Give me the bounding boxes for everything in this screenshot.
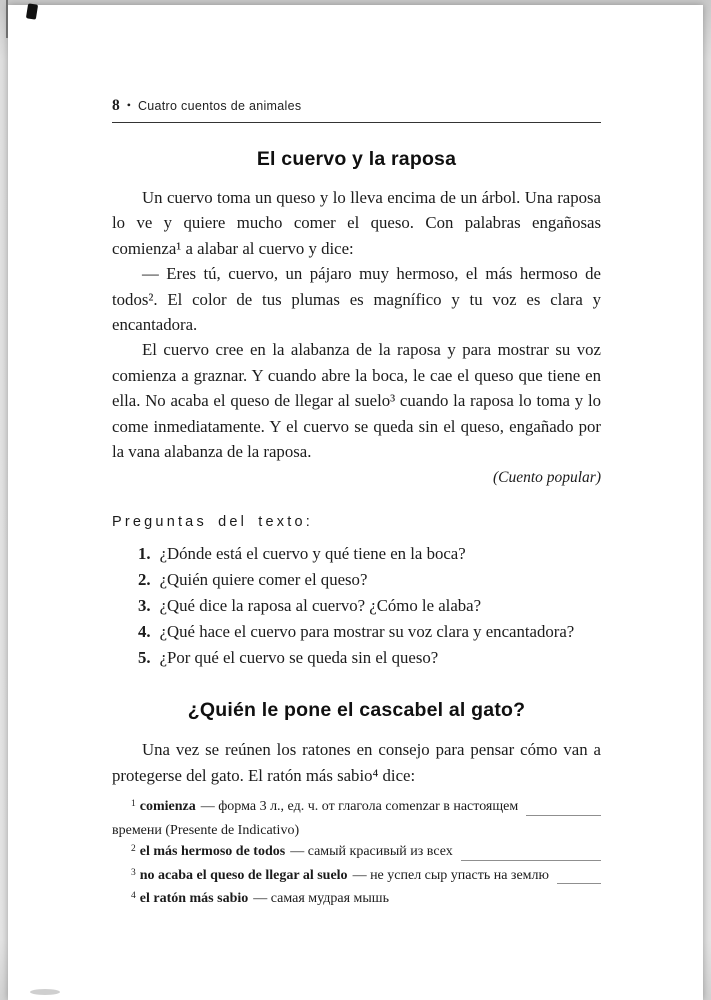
story1-paragraph: El cuervo cree en la alabanza de la raposa y para mostrar su voz comienza a graznar. Y cuando abre la boca, le cae el queso que tiene en ella. No acaba el queso de llegar al suelo³ cuando la raposa lo toma y lo come inmediatamente. Y el cuervo se queda sin el queso, engañado por la vana alabanza de la raposa. — [112, 340, 601, 462]
footnote-item — [112, 796, 601, 820]
question-text: ¿Qué dice la raposa al cuervo? ¿Cómo le alaba? — [159, 596, 482, 616]
question-text: ¿Dónde está el cuervo y qué tiene en la boca? — [159, 544, 466, 564]
story1-paragraph: Un cuervo toma un queso y lo lleva encima de un árbol. Una raposa lo ve y quiere mucho comer el queso. Con palabras engañosas comienza¹ a alabar al cuervo y dice: — [112, 188, 601, 258]
question-number: 4. — [138, 622, 151, 642]
question-item — [112, 619, 601, 645]
question-number: 5. — [138, 648, 151, 668]
footnote-term: no acaba el queso de llegar al suelo — [139, 867, 348, 883]
questions-heading: Preguntas del texto: — [112, 514, 313, 531]
footnote-definition: — не успел сыр упасть на землю — [352, 867, 549, 883]
footnote-marker: 4 — [131, 891, 136, 901]
footnotes — [112, 796, 601, 912]
question-item — [112, 567, 601, 593]
scan-artifact-edge-line — [6, 0, 8, 38]
questions-list — [112, 541, 601, 671]
footnote-marker: 3 — [131, 867, 136, 878]
question-text: ¿Qué hace el cuervo para mostrar su voz clara y encantadora? — [159, 622, 575, 642]
footnote-term: el ratón más sabio — [139, 891, 249, 906]
page-number: 8 — [112, 97, 120, 114]
footnote-item — [112, 841, 601, 865]
footnote-definition: — самый красивый из всех — [290, 844, 453, 859]
story-title-2: ¿Quién le pone el cascabel al gato? — [187, 699, 526, 722]
footnote-term: el más hermoso de todos — [139, 844, 286, 859]
footnote-rule — [557, 883, 601, 884]
footnote-item — [112, 888, 601, 912]
footnote-marker: 2 — [131, 844, 136, 854]
scan-artifact-smudge — [30, 989, 60, 995]
footnote-rule — [461, 860, 601, 861]
story-title-1: El cuervo y la raposa — [256, 148, 457, 170]
story-attribution: (Cuento popular) — [492, 469, 601, 487]
page — [8, 5, 703, 1000]
story2-paragraph: Una vez se reúnen los ratones en consejo para pensar cómo van a protegerse del gato. El ratón más sabio⁴ dice: — [112, 740, 601, 785]
question-number: 2. — [138, 570, 151, 590]
question-number: 1. — [138, 544, 151, 564]
footnote-item — [112, 865, 601, 889]
footnote-rule — [526, 815, 601, 816]
header-rule — [112, 122, 601, 123]
footnote-definition: — самая мудрая мышь — [253, 891, 389, 906]
footnote-continuation: времени (Presente de Indicativo) — [112, 822, 300, 838]
question-text: ¿Por qué el cuervo se queda sin el queso? — [159, 648, 439, 668]
bullet-separator: • — [126, 98, 131, 112]
footnote-term: comienza — [139, 799, 196, 814]
question-item — [112, 541, 601, 567]
question-item — [112, 645, 601, 671]
running-title: Cuatro cuentos de animales — [137, 99, 302, 113]
question-item — [112, 593, 601, 619]
story1-paragraph: — Eres tú, cuervo, un pájaro muy hermoso, el más hermoso de todos². El color de tus plumas es magnífico y tu voz es clara y encantadora. — [112, 264, 601, 335]
footnote-definition: — форма 3 л., ед. ч. от глагола comenzar в настоящем — [200, 799, 519, 814]
page-header — [112, 97, 601, 115]
footnote-marker: 1 — [131, 799, 136, 809]
question-number: 3. — [138, 596, 151, 616]
question-text: ¿Quién quiere comer el queso? — [159, 570, 368, 590]
